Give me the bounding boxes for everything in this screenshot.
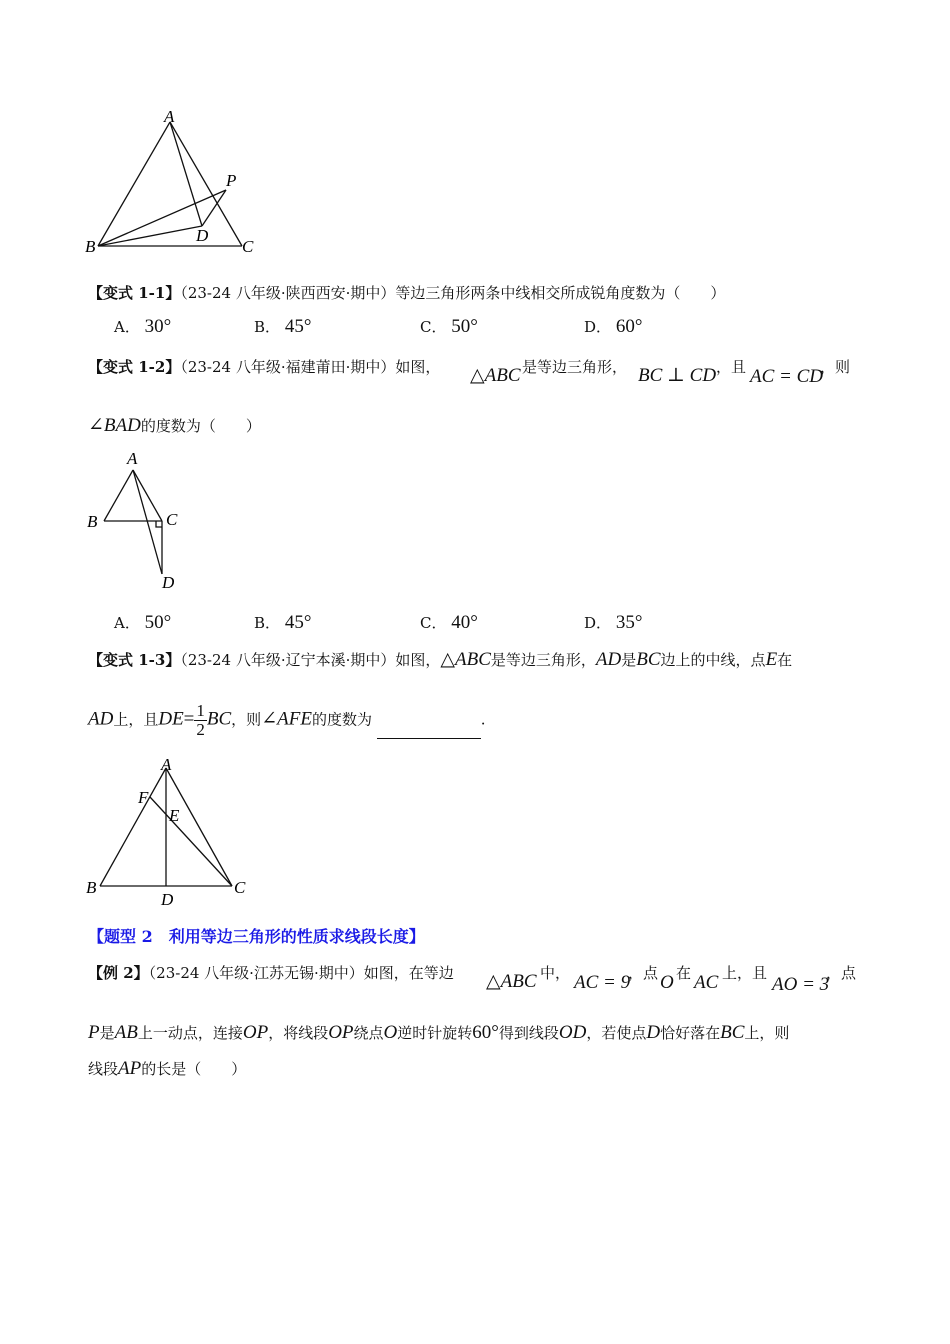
q12-line-2: ∠BAD的度数为（ ）	[88, 415, 261, 436]
label-A: A	[164, 110, 175, 126]
segment-AC	[133, 470, 162, 521]
one-half-fraction: $\frac{1}{2}$	[196, 701, 205, 739]
ex2-text-3: ，点	[628, 964, 659, 982]
right-angle-mark	[156, 521, 162, 527]
segment-AD	[170, 122, 202, 226]
ex2-text-6: ，点	[826, 964, 857, 982]
ex2-text-2: 中，	[540, 964, 571, 982]
q12-option-d: D． 35°	[584, 612, 643, 633]
q13-line-2: AD上，且DE= $\frac{1}{2}$ BC，则∠AFE的度数为 .	[88, 701, 486, 739]
q12-tag: 【变式 1-2】	[88, 358, 181, 376]
label-A: A	[127, 449, 138, 468]
ex2-AC: AC	[694, 972, 719, 993]
label-C: C	[166, 510, 178, 529]
q11-option-c: C． 50°	[420, 316, 478, 337]
label-B: B	[87, 512, 98, 531]
label-C: C	[234, 878, 246, 897]
q12-angle: ∠BAD	[88, 415, 141, 436]
q11-source: （23-24 八年级·陕西西安·期中）	[180, 284, 396, 302]
q11-option-b: B． 45°	[254, 316, 312, 337]
ex2-line-2: P是AB上一动点，连接OP，将线段OP绕点O逆时针旋转60°得到线段OD，若使点D恰好落在BC上，则	[88, 1022, 790, 1043]
segment-AB	[100, 768, 166, 886]
label-A: A	[161, 755, 172, 774]
segment-AD	[133, 470, 162, 574]
ex2-text-4: 在	[676, 964, 692, 982]
q13-source: （23-24 八年级·辽宁本溪·期中）	[180, 651, 396, 669]
q13-line-1: 【变式 1-3】（23-24 八年级·辽宁本溪·期中）如图，△ABC是等边三角形，AD是BC边上的中线，点E在	[88, 649, 793, 670]
label-B: B	[85, 237, 96, 256]
ex2-ao-eq: AO = 3	[772, 974, 830, 995]
label-D: D	[161, 890, 174, 906]
q11-tag: 【变式 1-1】	[88, 284, 181, 302]
segment-AC	[166, 768, 232, 886]
section-title: 【题型 2 利用等边三角形的性质求线段长度】	[88, 927, 425, 946]
q11-line	[88, 282, 725, 303]
q12-perpendicular: BC ⊥ CD	[638, 365, 717, 386]
q11-stem: 等边三角形两条中线相交所成锐角度数为（ ）	[395, 284, 726, 302]
q12-source: （23-24 八年级·福建莆田·期中）	[180, 358, 396, 376]
label-E: E	[169, 806, 180, 825]
q13-tag: 【变式 1-3】	[88, 651, 181, 669]
segment-CF	[150, 797, 232, 886]
label-D: D	[196, 226, 209, 245]
ex2-text-5: 上，且	[722, 964, 768, 982]
q12-comma-1: ，且	[716, 358, 747, 376]
q12-option-c: C． 40°	[420, 612, 478, 633]
ex2-O: O	[660, 972, 674, 993]
label-P: P	[226, 171, 237, 190]
segment-AB	[104, 470, 133, 521]
q12-equal: AC = CD	[750, 366, 823, 387]
figure-2	[80, 448, 200, 594]
label-D: D	[162, 573, 175, 592]
ex2-source: （23-24 八年级·江苏无锡·期中）	[148, 964, 364, 982]
q12-comma-2: ，则	[820, 358, 851, 376]
label-C: C	[242, 237, 254, 256]
label-F: F	[138, 788, 149, 807]
q12-option-b: B． 45°	[254, 612, 312, 633]
label-B: B	[86, 878, 97, 897]
q12-triangle: △ABC	[470, 365, 521, 386]
segment-BD	[98, 226, 202, 246]
ex2-line-3: 线段AP的长是（ ）	[88, 1058, 247, 1079]
q12-tag-line: 【变式 1-2】（23-24 八年级·福建莆田·期中）如图，	[88, 358, 441, 376]
segment-AB	[98, 122, 170, 246]
figure-3	[80, 754, 260, 906]
answer-blank[interactable]	[377, 722, 481, 739]
ex2-triangle: △ABC	[486, 971, 537, 992]
q11-option-d: D． 60°	[584, 316, 643, 337]
ex2-tag-line: 【例 2】（23-24 八年级·江苏无锡·期中）如图，在等边	[88, 964, 454, 982]
q12-text-2: 是等边三角形，	[522, 358, 628, 376]
ex2-tag: 【例 2】	[88, 964, 149, 982]
figure-1	[80, 110, 280, 260]
ex2-ac-eq: AC = 9	[574, 972, 631, 993]
q12-option-a: A． 50°	[114, 612, 172, 633]
q11-option-a: A． 30°	[114, 316, 172, 337]
